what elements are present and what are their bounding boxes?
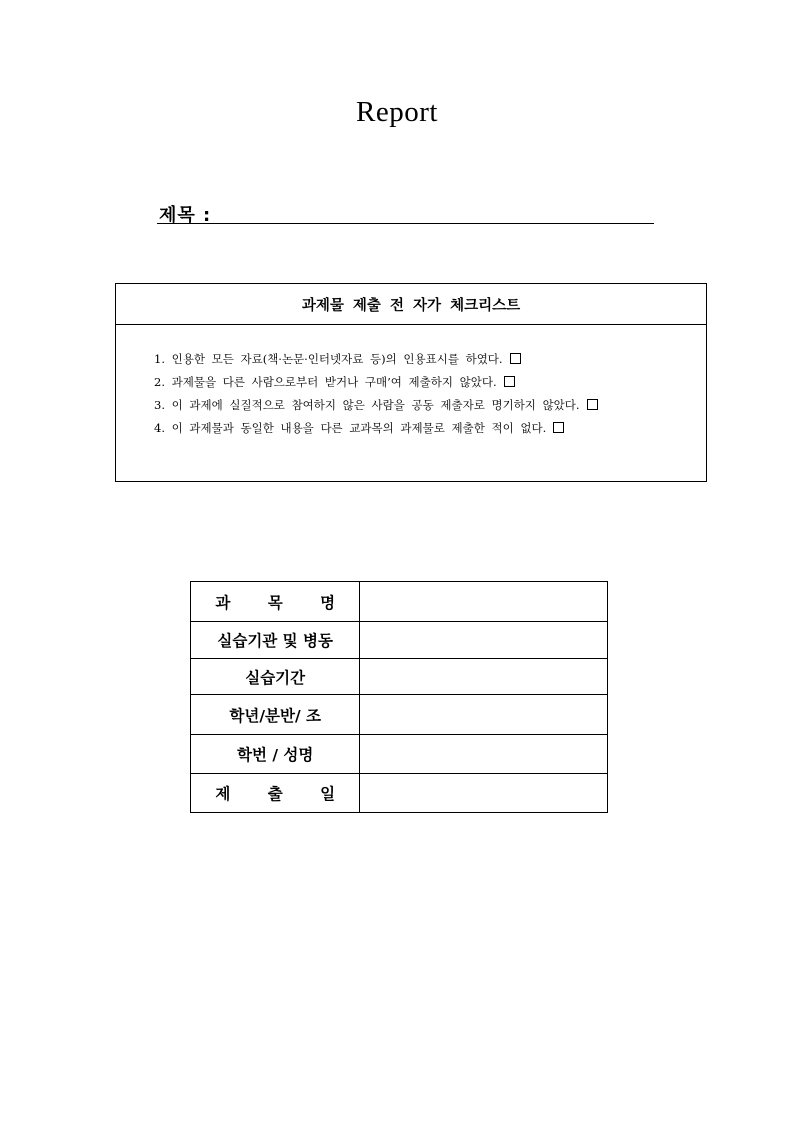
student-info-table — [190, 581, 608, 813]
checklist-item — [154, 370, 598, 393]
checklist-checkbox[interactable] — [510, 353, 521, 364]
checklist-item — [154, 393, 598, 416]
checklist-item-text: 3. 이 과제에 실질적으로 참여하지 않은 사람을 공동 제출자로 명기하지 않았다. — [154, 397, 580, 412]
page-title: Report — [356, 96, 438, 128]
checklist-item — [154, 347, 598, 370]
grade-class-group-value[interactable] — [360, 695, 608, 735]
submission-date-label: 제 출 일 — [191, 774, 360, 813]
checklist-item-text: 2. 과제물을 다른 사람으로부터 받거나 구매’여 제출하지 않았다. — [154, 374, 497, 389]
checklist-checkbox[interactable] — [587, 399, 598, 410]
table-row — [191, 659, 608, 695]
submission-date-value[interactable] — [360, 774, 608, 813]
checklist-header: 과제물 제출 전 자가 체크리스트 — [116, 284, 706, 325]
checklist-checkbox[interactable] — [504, 376, 515, 387]
checklist-item-text: 4. 이 과제물과 동일한 내용을 다른 교과목의 과제물로 제출한 적이 없다. — [154, 420, 547, 435]
checklist-items — [154, 347, 598, 439]
practicum-period-label: 실습기간 — [191, 659, 360, 695]
subject-label: 제목 : — [159, 205, 212, 226]
checklist-item — [154, 416, 598, 439]
grade-class-group-label: 학년/분반/ 조 — [191, 695, 360, 735]
table-row — [191, 582, 608, 622]
checklist-checkbox[interactable] — [553, 422, 564, 433]
practicum-site-value[interactable] — [360, 622, 608, 659]
table-row — [191, 774, 608, 813]
practicum-site-label: 실습기관 및 병동 — [191, 622, 360, 659]
self-checklist-box — [115, 283, 707, 482]
table-row — [191, 695, 608, 735]
table-row — [191, 622, 608, 659]
student-id-name-value[interactable] — [360, 735, 608, 774]
course-name-value[interactable] — [360, 582, 608, 622]
course-name-label: 과 목 명 — [191, 582, 360, 622]
table-row — [191, 735, 608, 774]
subject-field[interactable] — [157, 200, 654, 224]
student-id-name-label: 학번 / 성명 — [191, 735, 360, 774]
practicum-period-value[interactable] — [360, 659, 608, 695]
checklist-item-text: 1. 인용한 모든 자료(책·논문·인터넷자료 등)의 인용표시를 하였다. — [154, 351, 503, 366]
